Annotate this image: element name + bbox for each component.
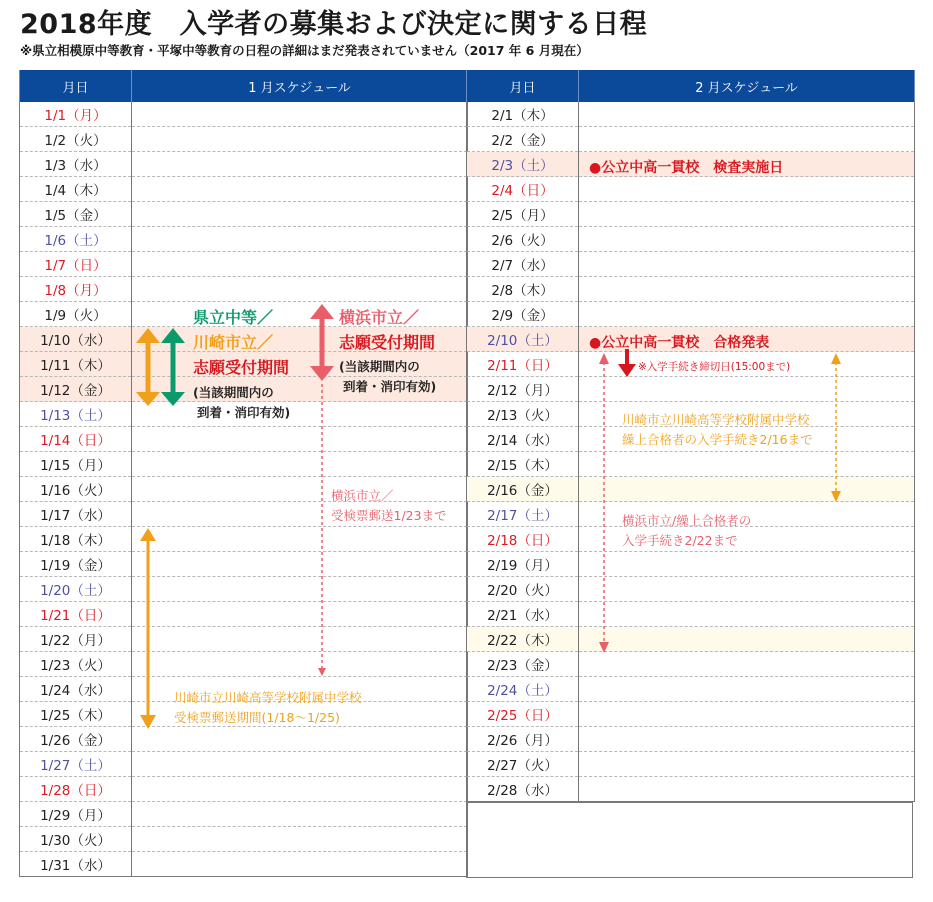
kawasaki-waitlist-1: 川崎市立川崎高等学校附属中学校 — [622, 412, 810, 427]
kawasaki-ticket-1: 川崎市立川崎高等学校附属中学校 — [174, 690, 362, 705]
february-date-cell: 2/16（金） — [467, 477, 579, 502]
january-date-cell: 1/20（土） — [20, 577, 132, 602]
february-date-cell: 2/6（火） — [467, 227, 579, 252]
kawasaki-waitlist-arrow — [831, 353, 841, 502]
february-date-cell: 2/7（水） — [467, 252, 579, 277]
exam-day-label: ●公立中高一貫校 検査実施日 — [589, 160, 784, 176]
february-date-cell: 2/27（火） — [467, 752, 579, 777]
february-date-cell: 2/14（水） — [467, 427, 579, 452]
january-date-cell: 1/4（木） — [20, 177, 132, 202]
kawasaki-apply-arrow — [136, 328, 160, 406]
january-date-cell: 1/27（土） — [20, 752, 132, 777]
february-date-cell: 2/22（木） — [467, 627, 579, 652]
january-date-cell: 1/16（火） — [20, 477, 132, 502]
yokohama-ticket-2: 受検票郵送1/23まで — [331, 508, 447, 523]
january-date-cell: 1/3（水） — [20, 152, 132, 177]
january-date-cell: 1/12（金） — [20, 377, 132, 402]
january-date-cell: 1/30（火） — [20, 827, 132, 852]
kawasaki-label: 川崎市立／ — [193, 333, 274, 352]
kawasaki-ticket-2: 受検票郵送期間(1/18～1/25) — [174, 710, 340, 725]
january-date-cell: 1/19（金） — [20, 552, 132, 577]
january-date-cell: 1/9（火） — [20, 302, 132, 327]
january-date-cell: 1/17（水） — [20, 502, 132, 527]
january-date-cell: 1/26（金） — [20, 727, 132, 752]
yokohama-apply-arrow — [310, 304, 334, 381]
february-date-cell: 2/28（水） — [467, 777, 579, 802]
january-date-cell: 1/10（水） — [20, 327, 132, 352]
page-title: 2018年度 入学者の募集および決定に関する日程 — [20, 9, 648, 40]
yokohama-ticket-arrow — [318, 384, 326, 676]
january-date-cell: 1/21（日） — [20, 602, 132, 627]
yokohama-waitlist-1: 横浜市立/繰上合格者の — [622, 513, 752, 528]
deadline-note: ※入学手続き締切日(15:00まで) — [638, 361, 791, 373]
january-date-cell: 1/8（月） — [20, 277, 132, 302]
february-date-cell: 2/23（金） — [467, 652, 579, 677]
january-date-cell: 1/29（月） — [20, 802, 132, 827]
pref-apply-arrow — [161, 328, 185, 406]
january-date-cell: 1/31（水） — [20, 852, 132, 877]
february-date-cell: 2/25（日） — [467, 702, 579, 727]
apply-period-label: 志願受付期間 — [193, 358, 290, 377]
february-date-cell: 2/24（土） — [467, 677, 579, 702]
january-date-cell: 1/25（木） — [20, 702, 132, 727]
february-date-cell: 2/17（土） — [467, 502, 579, 527]
february-date-cell: 2/19（月） — [467, 552, 579, 577]
february-date-cell: 2/15（木） — [467, 452, 579, 477]
january-date-cell: 1/22（月） — [20, 627, 132, 652]
deadline-arrow — [618, 349, 636, 377]
yokohama-ticket-1: 横浜市立／ — [331, 488, 394, 503]
kawasaki-waitlist-2: 繰上合格者の入学手続き2/16まで — [622, 432, 813, 447]
february-date-cell: 2/20（火） — [467, 577, 579, 602]
february-date-cell: 2/5（月） — [467, 202, 579, 227]
february-date-cell: 2/2（金） — [467, 127, 579, 152]
yokohama-label: 横浜市立／ — [339, 308, 420, 327]
result-day-label: ●公立中高一貫校 合格発表 — [589, 335, 770, 351]
january-date-cell: 1/11（木） — [20, 352, 132, 377]
january-date-header: 月日 — [20, 70, 132, 102]
february-date-cell: 2/9（金） — [467, 302, 579, 327]
february-date-cell: 2/21（水） — [467, 602, 579, 627]
left-validity-note-1: (当該期間内の — [193, 385, 274, 400]
pref-label: 県立中等／ — [193, 308, 274, 327]
january-date-cell: 1/1（月） — [20, 102, 132, 127]
february-date-header: 月日 — [467, 70, 579, 102]
yokohama-waitlist-2: 入学手続き2/22まで — [622, 533, 738, 548]
january-date-cell: 1/7（日） — [20, 252, 132, 277]
january-date-cell: 1/28（日） — [20, 777, 132, 802]
january-date-cell: 1/13（土） — [20, 402, 132, 427]
kawasaki-ticket-arrow — [140, 528, 156, 729]
february-schedule-header: 2 月スケジュール — [579, 70, 915, 102]
january-schedule-header: 1 月スケジュール — [132, 70, 468, 102]
february-date-cell: 2/3（土） — [467, 152, 579, 177]
february-date-cell: 2/12（月） — [467, 377, 579, 402]
february-date-cell: 2/11（日） — [467, 352, 579, 377]
right-validity-note-2: 到着・消印有効) — [343, 379, 437, 394]
january-date-cell: 1/23（火） — [20, 652, 132, 677]
yokohama-apply-period-label: 志願受付期間 — [339, 333, 436, 352]
page-note: ※県立相模原中等教育・平塚中等教育の日程の詳細はまだ発表されていません（2017 年 6 月現在） — [20, 43, 589, 58]
right-validity-note-1: (当該期間内の — [339, 359, 420, 374]
february-date-cell: 2/18（日） — [467, 527, 579, 552]
january-date-cell: 1/6（土） — [20, 227, 132, 252]
january-date-cell: 1/18（木） — [20, 527, 132, 552]
february-date-cell: 2/1（木） — [467, 102, 579, 127]
january-date-cell: 1/5（金） — [20, 202, 132, 227]
february-date-cell: 2/13（火） — [467, 402, 579, 427]
january-date-cell: 1/15（月） — [20, 452, 132, 477]
january-date-cell: 1/24（水） — [20, 677, 132, 702]
february-date-cell: 2/8（木） — [467, 277, 579, 302]
yokohama-waitlist-arrow — [599, 353, 609, 653]
february-date-cell: 2/4（日） — [467, 177, 579, 202]
left-validity-note-2: 到着・消印有効) — [197, 405, 291, 420]
february-date-cell: 2/26（月） — [467, 727, 579, 752]
january-date-cell: 1/14（日） — [20, 427, 132, 452]
february-date-cell: 2/10（土） — [467, 327, 579, 352]
january-date-cell: 1/2（火） — [20, 127, 132, 152]
